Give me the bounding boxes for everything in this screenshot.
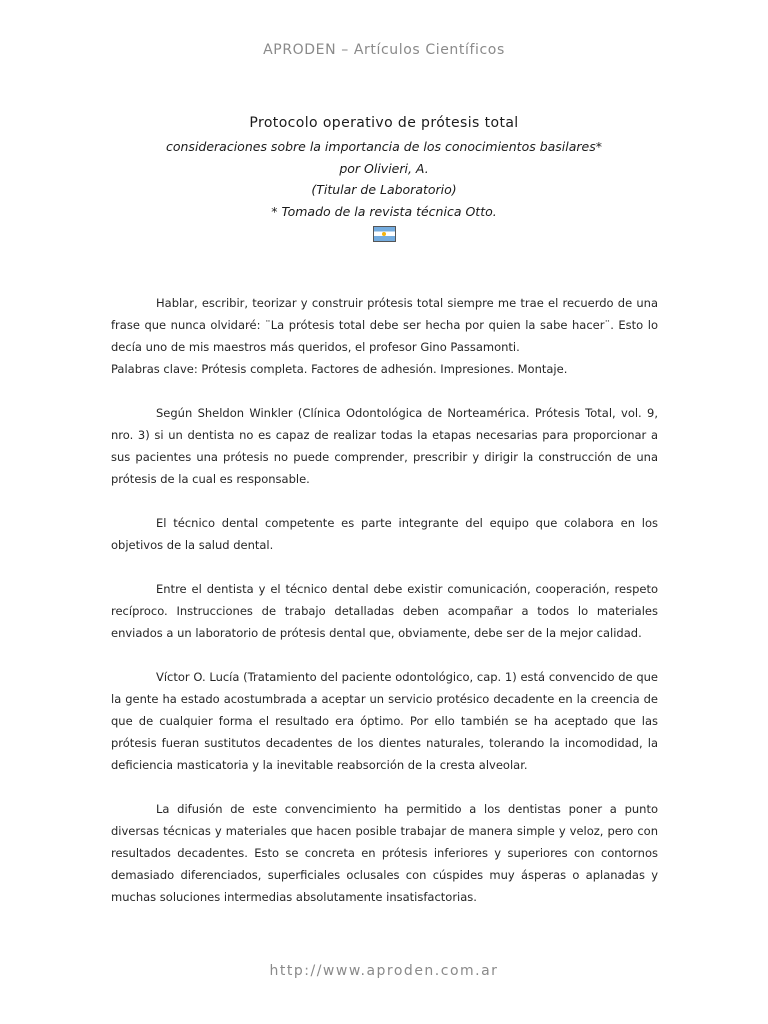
article-title: Protocolo operativo de prótesis total	[249, 115, 519, 131]
author-role: (Titular de Laboratorio)	[311, 182, 457, 197]
paragraph-difusion: La difusión de este convencimiento ha permitido a los dentistas poner a punto diversas técnicas y materiales que hacen posible trabajar de manera simple y veloz, pero con resultados decadentes. Esto se concreta en prótesis inferiores y superiores con contornos demasiado diferenciados, superficiales oclusales con cúspides muy ásperas o aplanadas y muchas soluciones intermedias absolutamente insatisfactorias.	[111, 802, 658, 904]
source-note: * Tomado de la revista técnica Otto.	[271, 203, 497, 219]
paragraph-lucia: Víctor O. Lucía (Tratamiento del paciente odontológico, cap. 1) está convencido de que la gente ha estado acostumbrada a aceptar un servicio protésico decadente en la creencia de que de cualquier forma el resultado era óptimo. Por ello también se ha aceptado que las prótesis fueran sustitutos decadentes de los dientes naturales, tolerando la incomodidad, la deficiencia masticatoria y la inevitable reabsorción de la cresta alveolar.	[111, 670, 658, 772]
article-author: por Olivieri, A.	[339, 160, 429, 176]
paragraph-tecnico: El técnico dental competente es parte integrante del equipo que colabora en los objetivos de la salud dental.	[111, 516, 658, 552]
paragraph-intro: Hablar, escribir, teorizar y construir prótesis total siempre me trae el recuerdo de una frase que nunca olvidaré: ¨La prótesis total debe ser hecha por quien la sabe hacer¨. Esto lo decía uno de mis maestros más queridos, el profesor Gino Passamonti.	[111, 296, 658, 354]
paragraph-winkler: Según Sheldon Winkler (Clínica Odontológica de Norteamérica. Prótesis Total, vol. 9, nro. 3) si un dentista no es capaz de realizar todas la etapas necesarias para proporcionar a sus pacientes una prótesis no puede comprender, prescribir y dirigir la construcción de una prótesis de la cual es responsable.	[111, 406, 658, 486]
argentina-flag-icon[interactable]	[373, 226, 396, 242]
article-heading	[0, 115, 768, 246]
paragraph-comunicacion: Entre el dentista y el técnico dental debe existir comunicación, cooperación, respeto recíproco. Instrucciones de trabajo detalladas deben acompañar a todos lo materiales enviados a un laboratorio de prótesis dental que, obviamente, debe ser de la mejor calidad.	[111, 582, 658, 640]
footer-url[interactable]: http://www.aproden.com.ar	[269, 963, 499, 979]
article-body	[111, 292, 658, 930]
keywords-line: Palabras clave: Prótesis completa. Factores de adhesión. Impresiones. Montaje.	[111, 362, 568, 376]
article-subtitle: consideraciones sobre la importancia de los conocimientos basilares*	[165, 139, 603, 154]
running-header: APRODEN – Artículos Científicos	[263, 42, 505, 58]
